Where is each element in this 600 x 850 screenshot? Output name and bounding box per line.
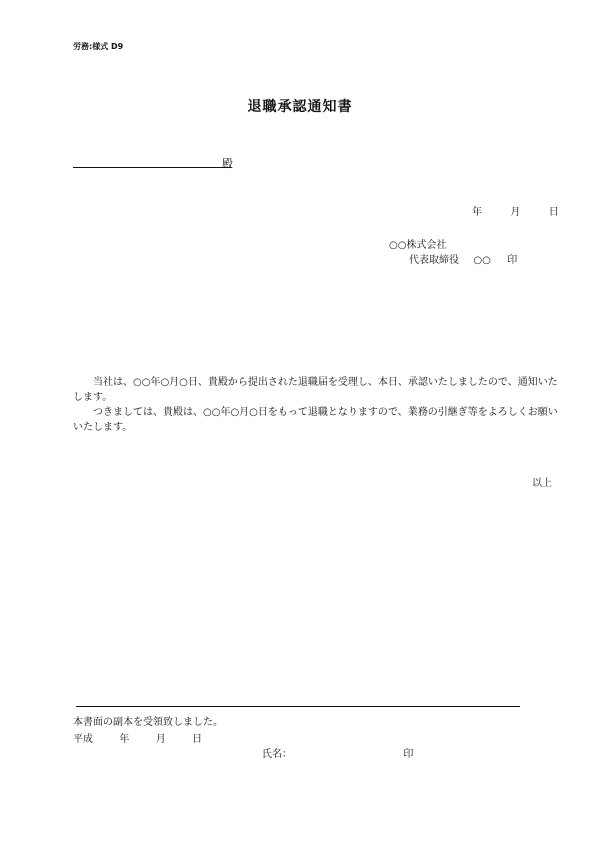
notice-body: [73, 375, 558, 435]
addressee-blank-line: [73, 167, 231, 168]
date-month-label: 月: [510, 207, 521, 218]
receipt-name-label: 氏名：: [262, 749, 292, 760]
document-title: 退職承認通知書: [247, 99, 353, 115]
receipt-month-label: 月: [155, 734, 166, 745]
receipt-divider: [76, 706, 520, 707]
date-year-label: 年: [472, 207, 482, 218]
company-name: ○○株式会社: [389, 240, 447, 251]
issue-date: [472, 203, 559, 218]
body-paragraph-2: つきましては、貴殿は、○○年○月○日をもって退職となりますので、業務の引継ぎ等をよろしくお願いいたします。: [73, 407, 558, 433]
receipt-signature: [262, 745, 413, 760]
form-code: 労務:様式 D9: [73, 42, 124, 51]
receipt-year-label: 年: [119, 734, 130, 745]
representative: [409, 251, 517, 266]
addressee-suffix: 殿: [222, 157, 233, 170]
receipt-day-label: 日: [192, 734, 203, 745]
receipt-seal-mark: 印: [403, 749, 414, 760]
receipt-statement: 本書面の副本を受領致しました。: [73, 717, 223, 728]
closing-mark: 以上: [532, 478, 552, 489]
receipt-date: [73, 730, 202, 745]
receipt-era: 平成: [73, 734, 93, 745]
company-seal-mark: 印: [507, 255, 518, 266]
body-paragraph-1: 当社は、○○年○月○日、貴殿から提出された退職届を受理し、本日、承認いたしましたので、通知いたします。: [73, 377, 558, 403]
representative-name: ○○: [473, 255, 491, 266]
representative-title: 代表取締役: [409, 255, 459, 266]
date-day-label: 日: [548, 207, 559, 218]
